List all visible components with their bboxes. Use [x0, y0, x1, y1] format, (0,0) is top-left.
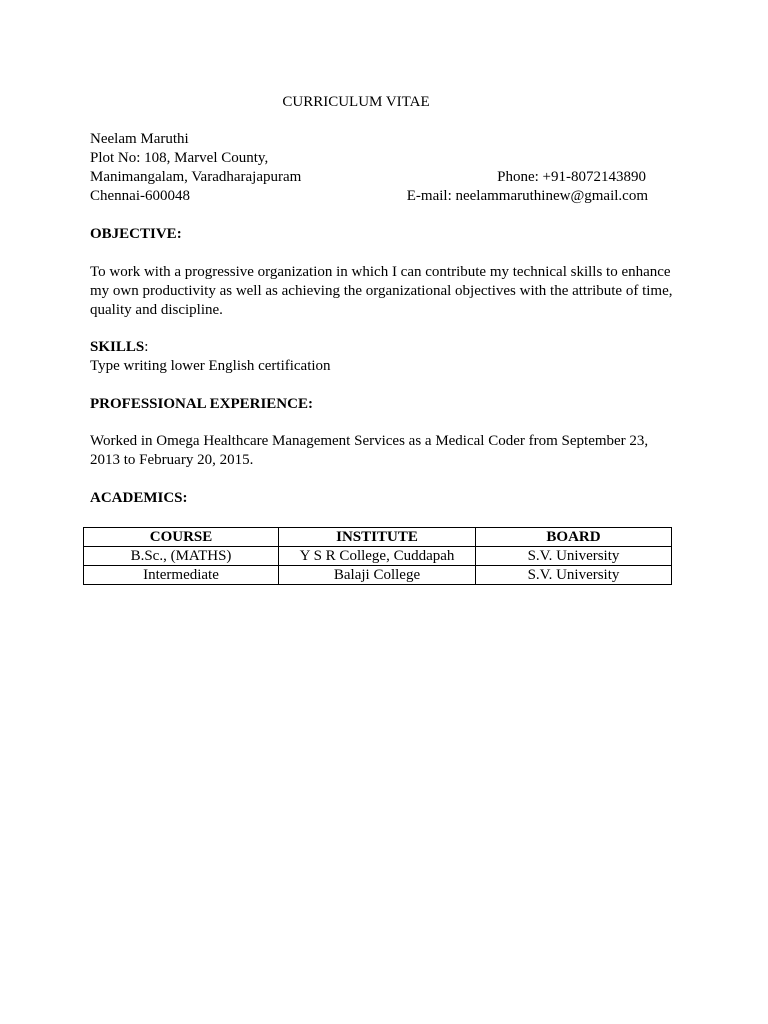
academics-table — [83, 527, 672, 585]
table-cell-course: Intermediate — [84, 566, 279, 585]
table-cell-institute: Y S R College, Cuddapah — [279, 547, 476, 566]
address-line-2: Manimangalam, Varadharajapuram — [90, 169, 302, 185]
skills-text: Type writing lower English certification — [90, 358, 331, 374]
table-row — [84, 547, 672, 566]
address-line-3: Chennai-600048 — [90, 188, 190, 204]
email-address: E-mail: neelammaruthinew@gmail.com — [406, 188, 648, 204]
skills-colon: : — [144, 339, 149, 355]
table-cell-board: S.V. University — [476, 566, 672, 585]
objective-heading: OBJECTIVE: — [90, 226, 182, 242]
experience-heading: PROFESSIONAL EXPERIENCE: — [90, 396, 313, 412]
table-row — [84, 566, 672, 585]
column-header-institute: INSTITUTE — [279, 528, 476, 547]
academics-heading: ACADEMICS: — [90, 490, 188, 506]
experience-text: Worked in Omega Healthcare Management Services as a Medical Coder from September 23, 2013 to February 20, 2015. — [90, 433, 649, 468]
address-line-1: Plot No: 108, Marvel County, — [90, 150, 269, 166]
applicant-name: Neelam Maruthi — [90, 131, 189, 147]
skills-heading-line — [90, 338, 148, 357]
table-cell-board: S.V. University — [476, 547, 672, 566]
objective-text: To work with a progressive organization in which I can contribute my technical skills to enhance my own productivity as well as achieving the organizational objectives with the attribute of time, quality and discipline. — [90, 264, 673, 318]
column-header-course: COURSE — [84, 528, 279, 547]
skills-heading: SKILLS — [90, 339, 145, 355]
table-cell-institute: Balaji College — [279, 566, 476, 585]
phone-number: Phone: +91-8072143890 — [497, 169, 646, 185]
column-header-board: BOARD — [476, 528, 672, 547]
table-cell-course: B.Sc., (MATHS) — [84, 547, 279, 566]
table-header-row — [84, 528, 672, 547]
document-title: CURRICULUM VITAE — [282, 94, 430, 110]
